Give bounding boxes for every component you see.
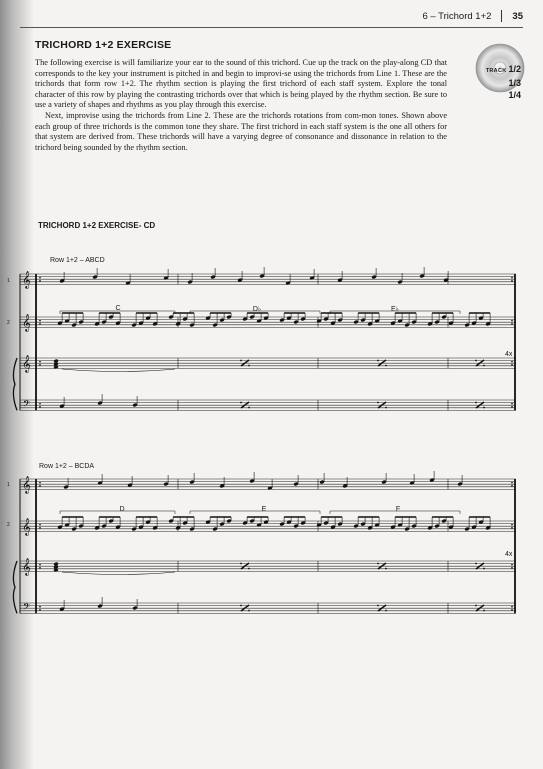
repeat-dot — [511, 567, 513, 569]
row-label: Row 1+2 – ABCD — [50, 257, 105, 264]
trichord-bracket — [330, 511, 460, 514]
measure-repeat-dot — [475, 605, 477, 607]
common-tone-label: E♭ — [391, 306, 399, 313]
trichord-bracket — [60, 511, 175, 514]
paragraph-2: Next, improvise using the trichords from Line 2. These are the trichords rotations from com-mon tones. Shown above each group of three trichords is the common tone they share. The first trichord in each staff system is the one all others for that system are derived from. These trichords will have a varying degree of consonance and dissonance in relation to the trichord being sounded by the rhythm section. — [35, 110, 447, 152]
repeat-dot — [39, 403, 41, 405]
repeat-dot — [39, 482, 41, 484]
repeat-dot — [39, 280, 41, 282]
measure-repeat-dot — [240, 360, 242, 362]
common-tone-label: C — [115, 305, 121, 312]
tie — [62, 369, 175, 372]
repeat-dot — [511, 524, 513, 526]
common-tone-label: D — [119, 506, 125, 513]
measure-repeat-dot — [248, 365, 250, 367]
bass-clef-icon: 𝄢 — [23, 398, 31, 412]
measure-repeat-dot — [248, 568, 250, 570]
row-label: Row 1+2 – BCDA — [39, 463, 95, 470]
repeat-dot — [39, 323, 41, 325]
measure-repeat-dot — [240, 402, 242, 404]
repeat-dot — [511, 606, 513, 608]
track-label: TRACK — [485, 68, 507, 74]
measure-repeat-dot — [377, 605, 379, 607]
repeat-dot — [39, 485, 41, 487]
measure-repeat-dot — [483, 407, 485, 409]
measure-repeat-dot — [483, 610, 485, 612]
treble-clef-icon: 𝄞 — [22, 517, 31, 536]
common-tone-label: D♭ — [252, 306, 262, 313]
measure-repeat-dot — [475, 402, 477, 404]
repeat-dot — [511, 320, 513, 322]
treble-clef-icon: 𝄞 — [22, 313, 31, 332]
treble-clef-icon: 𝄞 — [22, 475, 31, 494]
repeat-dot — [511, 564, 513, 566]
paragraph-1: The following exercise is will familiarize your ear to the sound of this trichord. Cue up the track on the play-along CD that corresponds to the key your instrument is pitched in and begin to improvi-se using the trichords from Line 1. These are the trichords that form row 1+2. The rhythm section is playing the first trichord of each staff system. Explore the tonal character of this row by playing the contrasting trichords over that which is being played by the rhythm section. Be sure to use a variety of shapes and rhythms as you play through this exercise. — [35, 58, 447, 110]
staff-number: 2 — [7, 522, 10, 528]
repeat-dot — [511, 323, 513, 325]
repeat-dot — [511, 406, 513, 408]
track-number: 1/3 — [508, 78, 521, 88]
piano-brace — [13, 358, 17, 410]
measure-repeat-dot — [385, 610, 387, 612]
treble-clef-icon: 𝄞 — [22, 270, 31, 289]
section-title: TRICHORD 1+2 EXERCISE — [35, 39, 172, 51]
exercise-title: TRICHORD 1+2 EXERCISE- CD — [38, 221, 156, 230]
repeat-dot — [511, 364, 513, 366]
repeat-count: 4x — [505, 551, 513, 558]
repeat-dot — [511, 482, 513, 484]
measure-repeat-dot — [240, 563, 242, 565]
repeat-dot — [511, 527, 513, 529]
repeat-dot — [39, 406, 41, 408]
track-number: 1/4 — [508, 90, 521, 100]
bass-clef-icon: 𝄢 — [23, 601, 31, 615]
treble-clef-icon: 𝄞 — [22, 354, 31, 373]
measure-repeat-dot — [377, 360, 379, 362]
measure-repeat-dot — [483, 568, 485, 570]
staff-number: 1 — [7, 482, 10, 488]
measure-repeat-dot — [377, 402, 379, 404]
repeat-dot — [511, 280, 513, 282]
tie — [62, 572, 175, 575]
repeat-dot — [511, 609, 513, 611]
repeat-dot — [39, 320, 41, 322]
trichord-bracket — [190, 511, 320, 514]
piano-brace — [13, 561, 17, 613]
repeat-dot — [39, 564, 41, 566]
measure-repeat-dot — [248, 610, 250, 612]
repeat-dot — [39, 277, 41, 279]
repeat-dot — [39, 361, 41, 363]
repeat-count: 4x — [505, 351, 513, 358]
page-number: 35 — [512, 10, 523, 22]
track-number: 1/2 — [508, 64, 521, 74]
repeat-dot — [39, 527, 41, 529]
repeat-dot — [39, 567, 41, 569]
measure-repeat-dot — [248, 407, 250, 409]
staff-number: 1 — [7, 278, 10, 284]
repeat-dot — [511, 485, 513, 487]
measure-repeat-dot — [385, 407, 387, 409]
repeat-dot — [39, 606, 41, 608]
repeat-dot — [511, 361, 513, 363]
measure-repeat-dot — [475, 563, 477, 565]
common-tone-label: F — [395, 506, 401, 513]
repeat-dot — [511, 277, 513, 279]
chapter-title: 6 – Trichord 1+2 — [422, 10, 492, 22]
repeat-dot — [39, 609, 41, 611]
measure-repeat-dot — [377, 563, 379, 565]
measure-repeat-dot — [240, 605, 242, 607]
staff-number: 2 — [7, 320, 10, 326]
repeat-dot — [39, 524, 41, 526]
measure-repeat-dot — [385, 365, 387, 367]
measure-repeat-dot — [475, 360, 477, 362]
repeat-dot — [39, 364, 41, 366]
measure-repeat-dot — [385, 568, 387, 570]
repeat-dot — [511, 403, 513, 405]
treble-clef-icon: 𝄞 — [22, 557, 31, 576]
measure-repeat-dot — [483, 365, 485, 367]
common-tone-label: E — [261, 506, 267, 513]
